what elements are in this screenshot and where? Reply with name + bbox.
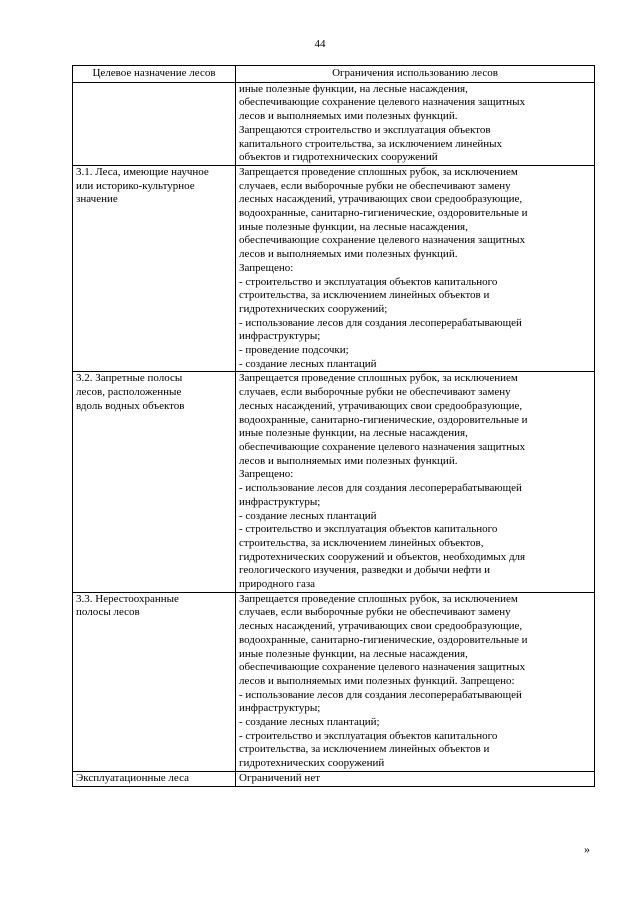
text-line: - строительство и эксплуатация объектов капитального bbox=[239, 729, 498, 742]
text-line: Запрещено: bbox=[239, 261, 294, 274]
text-line: Запрещается проведение сплошных рубок, за исключением bbox=[239, 372, 518, 385]
forest-purpose-cell bbox=[73, 165, 236, 372]
text-line: обеспечивающие сохранение целевого назначения защитных bbox=[239, 96, 526, 109]
text-line: полосы лесов bbox=[76, 606, 140, 619]
text-line: случаев, если выборочные рубки не обеспечивают замену bbox=[239, 179, 511, 192]
text-line: природного газа bbox=[239, 578, 316, 591]
table-row bbox=[73, 372, 595, 592]
text-line: капитального строительства, за исключением линейных bbox=[239, 137, 502, 150]
text-line: объектов и гидротехнических сооружений bbox=[239, 151, 438, 164]
text-line: иные полезные функции, на лесные насаждения, bbox=[239, 82, 468, 95]
usage-restrictions-cell bbox=[236, 82, 595, 165]
text-line: - строительство и эксплуатация объектов капитального bbox=[239, 275, 498, 288]
forest-purpose-cell bbox=[73, 771, 236, 786]
page-number: 44 bbox=[314, 38, 326, 50]
text-line: Запрещаются строительство и эксплуатация объектов bbox=[239, 123, 491, 136]
text-line: Запрещается проведение сплошных рубок, за исключением bbox=[239, 592, 518, 605]
text-line: Запрещено: bbox=[239, 468, 294, 481]
text-line: водоохранные, санитарно-гигиенические, оздоровительные и bbox=[239, 633, 528, 646]
table-row bbox=[73, 165, 595, 372]
closing-quote: » bbox=[584, 842, 590, 856]
text-line: или историко-культурное bbox=[76, 179, 195, 192]
header-forest-purpose: Целевое назначение лесов bbox=[73, 66, 236, 83]
forest-restrictions-table bbox=[72, 65, 595, 787]
text-line: гидротехнических сооружений; bbox=[239, 302, 388, 315]
usage-restrictions-cell bbox=[236, 165, 595, 372]
text-line: - создание лесных плантаций bbox=[239, 357, 377, 370]
table-body bbox=[73, 82, 595, 786]
text-line: - создание лесных плантаций bbox=[239, 509, 377, 522]
text-line: лесных насаждений, утрачивающих свои средообразующие, bbox=[239, 620, 523, 633]
text-line: 3.1. Леса, имеющие научное bbox=[76, 165, 209, 178]
forest-purpose-cell bbox=[73, 82, 236, 165]
text-line: гидротехнических сооружений и объектов, необходимых для bbox=[239, 550, 526, 563]
text-line: инфраструктуры; bbox=[239, 702, 321, 715]
text-line: значение bbox=[76, 193, 118, 206]
text-line: - использование лесов для создания лесоперерабатывающей bbox=[239, 316, 522, 329]
forest-purpose-cell bbox=[73, 592, 236, 771]
text-line: лесов и выполняемых ими полезных функций. Запрещено: bbox=[239, 674, 515, 687]
text-line: Запрещается проведение сплошных рубок, за исключением bbox=[239, 165, 518, 178]
text-line: водоохранные, санитарно-гигиенические, оздоровительные и bbox=[239, 207, 528, 220]
text-line: инфраструктуры; bbox=[239, 495, 321, 508]
table-row bbox=[73, 82, 595, 165]
text-line: вдоль водных объектов bbox=[76, 399, 185, 412]
table-row bbox=[73, 592, 595, 771]
text-line: - создание лесных плантаций; bbox=[239, 716, 380, 729]
text-line: гидротехнических сооружений bbox=[239, 757, 385, 770]
text-line: Ограничений нет bbox=[239, 771, 321, 784]
text-line: лесов и выполняемых ими полезных функций. bbox=[239, 248, 458, 261]
text-line: обеспечивающие сохранение целевого назначения защитных bbox=[239, 440, 526, 453]
text-line: строительства, за исключением линейных объектов и bbox=[239, 289, 490, 302]
usage-restrictions-cell bbox=[236, 771, 595, 786]
text-line: лесов и выполняемых ими полезных функций. bbox=[239, 454, 458, 467]
table-header-row bbox=[73, 66, 595, 83]
text-line: 3.2. Запретные полосы bbox=[76, 372, 183, 385]
forest-purpose-cell bbox=[73, 372, 236, 592]
text-line: обеспечивающие сохранение целевого назначения защитных bbox=[239, 661, 526, 674]
text-line: - использование лесов для создания лесоперерабатывающей bbox=[239, 482, 522, 495]
text-line: случаев, если выборочные рубки не обеспечивают замену bbox=[239, 386, 511, 399]
usage-restrictions-cell bbox=[236, 592, 595, 771]
text-line: 3.3. Нерестоохранные bbox=[76, 592, 179, 605]
text-line: - строительство и эксплуатация объектов капитального bbox=[239, 523, 498, 536]
text-line: лесных насаждений, утрачивающих свои средообразующие, bbox=[239, 193, 523, 206]
text-line: лесов, расположенные bbox=[76, 386, 182, 399]
header-usage-restrictions: Ограничения использованию лесов bbox=[236, 66, 595, 83]
text-line: - использование лесов для создания лесоперерабатывающей bbox=[239, 688, 522, 701]
table-row bbox=[73, 771, 595, 786]
text-line: инфраструктуры; bbox=[239, 330, 321, 343]
text-line: иные полезные функции, на лесные насаждения, bbox=[239, 220, 468, 233]
text-line: иные полезные функции, на лесные насаждения, bbox=[239, 647, 468, 660]
text-line: - проведение подсочки; bbox=[239, 344, 349, 357]
usage-restrictions-cell bbox=[236, 372, 595, 592]
text-line: лесных насаждений, утрачивающих свои средообразующие, bbox=[239, 399, 523, 412]
text-line: водоохранные, санитарно-гигиенические, оздоровительные и bbox=[239, 413, 528, 426]
text-line: строительства, за исключением линейных объектов и bbox=[239, 743, 490, 756]
text-line: обеспечивающие сохранение целевого назначения защитных bbox=[239, 234, 526, 247]
text-line: случаев, если выборочные рубки не обеспечивают замену bbox=[239, 606, 511, 619]
text-line: лесов и выполняемых ими полезных функций. bbox=[239, 110, 458, 123]
text-line: иные полезные функции, на лесные насаждения, bbox=[239, 427, 468, 440]
text-line: Эксплуатационные леса bbox=[76, 771, 189, 784]
text-line: геологического изучения, разведки и добычи нефти и bbox=[239, 564, 491, 577]
text-line: строительства, за исключением линейных объектов, bbox=[239, 536, 484, 549]
